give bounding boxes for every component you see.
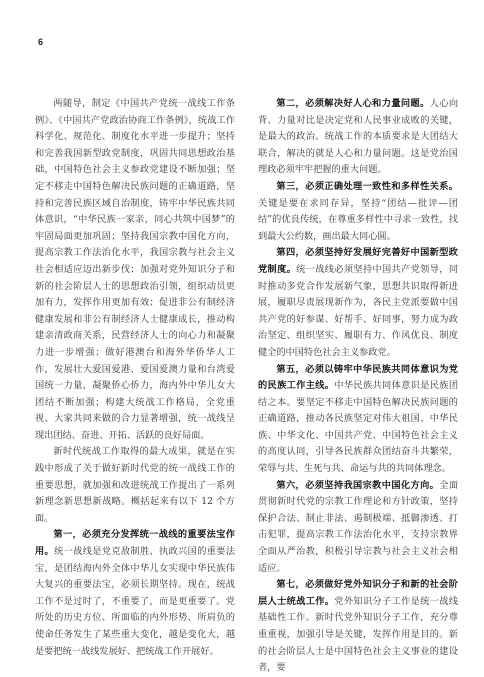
paragraph-heading: 第三，必须正确处理一致性和多样性关系。 bbox=[276, 180, 458, 192]
paragraph-text: 中华民族共同体意识是民族团结之本。要坚定不移走中国特色解决民族问题的正确道路，推动各民族坚定对伟大祖国、中华民族、中华文化、中国共产党、中国特色社会主义的高度认同，引导各民族群众团结奋斗共繁荣，荣辱与共、生死与共、命运与共的共同体理念。 bbox=[258, 380, 459, 475]
paragraph-heading: 第六，必须坚持我国宗教中国化方向。 bbox=[276, 479, 440, 491]
paragraph-text: 人心向背、力量对比是决定党和人民事业成败的关键，是最大的政治。统战工作的本质要求是大团结大联合，解决的就是人心和力量问题。这是党治国理政必须牢牢把握的重大问题。 bbox=[258, 98, 459, 176]
paragraph-text: 关键是要在求同存异，坚持“团结—批评—团结”的优良传统，在尊重多样性中寻求一致性，找到最大公约数，画出最大同心圆。 bbox=[258, 197, 458, 242]
paragraph-p7 bbox=[258, 362, 458, 478]
paragraph-p4 bbox=[258, 96, 458, 179]
paragraph-text: 两随导，制定《中国共产党统一战线工作条例》、《中国共产党政治协商工作条例》，统战工作科学化、规范化、制度化水平进一步提升；坚持和完善我国新型政党制度，巩固共同思想政治基础，中国特色社会主义参政党建设不断加强；坚定不移走中国特色解决民族问题的正确道路，坚持和完善民族区域自治制度，铸牢中华民族共同体意识，“中华民族一家亲，同心共筑中国梦”的牢固局面更加巩固；坚持我国宗教中国化方向，提高宗教工作法治化水平，我国宗教与社会主义社会相适应迈出新步伐；加强对党外知识分子和新的社会阶层人士的思想政治引领，组织动员更加有力，发挥作用更加有效；促进非公有制经济健康发展和非公有制经济人士健康成长，推动构建亲清政商关系，民营经济人士的向心力和凝聚力进一步增强；做好港澳台和海外华侨华人工作，发展壮大爱国爱港、爱国爱澳力量和台湾爱国统一力量，凝聚侨心侨力，海内外中华儿女大团结不断加强；构建大统战工作格局，全党重视、大家共同来做的合力显著增强，统一战线呈现出团结、奋进、开拓、活跃的良好局面。 bbox=[35, 98, 235, 441]
paragraph-p9 bbox=[258, 577, 458, 677]
paragraph-p5 bbox=[258, 179, 458, 245]
paragraph-p1 bbox=[35, 96, 235, 444]
paragraph-heading: 第一，必须充分发挥统一战线的重要法宝作用。 bbox=[35, 529, 235, 558]
paragraph-p3 bbox=[35, 527, 235, 660]
paragraph-p8 bbox=[258, 478, 458, 578]
paragraph-heading: 第五，必须以铸牢中华民族共同体意识为党的民族工作主线。 bbox=[258, 363, 458, 392]
page-number: 6 bbox=[38, 37, 44, 47]
paragraph-text: 统一战线必须坚持中国共产党领导，同时推动多党合作发展新气象，思想共识取得新进展，履职尽责展现新作为，各民主党派要做中国共产党的好参谋、好帮手、好同事，努力成为政治坚定、组织坚实、履职有力、作风优良、制度健全的中国特色社会主义参政党。 bbox=[258, 263, 459, 358]
paragraph-p6 bbox=[258, 245, 458, 361]
paragraph-heading: 第二，必须解决好人心和力量问题。 bbox=[276, 98, 430, 109]
paragraph-text: 全面贯彻新时代党的宗教工作理论和方针政策，坚持保护合法、制止非法、遏制极端、抵御渗透、打击犯罪，提高宗教工作法治化水平，支持宗教界全面从严治教，积极引导宗教与社会主义社会相适应。 bbox=[258, 479, 459, 574]
paragraph-text: 新时代统战工作取得的最大成果，就是在实践中形成了关于做好新时代党的统一战线工作的重要思想，就加强和改进统战工作提出了一系列新理念新思想新战略。概括起来有以下 12 个方面。 bbox=[35, 446, 235, 524]
paragraph-p2 bbox=[35, 444, 235, 527]
right-column bbox=[258, 96, 458, 677]
paragraph-text: 统一战线是党克敌制胜、执政兴国的重要法宝，是团结海内外全体中华儿女实现中华民族伟大复兴的重要法宝，必须长期坚持。现在，统战工作不是过时了，不重要了，而是更重要了。党所处的历史方位、所面临的内外形势、所肩负的使命任务发生了某些重大变化，越是变化大，越是要把统一战线发展好、把统战工作开展好。 bbox=[35, 546, 236, 657]
left-column bbox=[35, 96, 235, 660]
paragraph-heading: 第四，必须坚持好发展好完善好中国新型政党制度。 bbox=[258, 247, 458, 275]
paragraph-heading: 第七，必须做好党外知识分子和新的社会阶层人士统战工作。 bbox=[258, 579, 458, 607]
paragraph-text: 党外知识分子工作是统一战线基础性工作。新时代党外知识分子工作，充分尊重重视，加强引导是关键，发挥作用是目的。新的社会阶层人士是中国特色社会主义事业的建设者，要 bbox=[258, 595, 459, 674]
